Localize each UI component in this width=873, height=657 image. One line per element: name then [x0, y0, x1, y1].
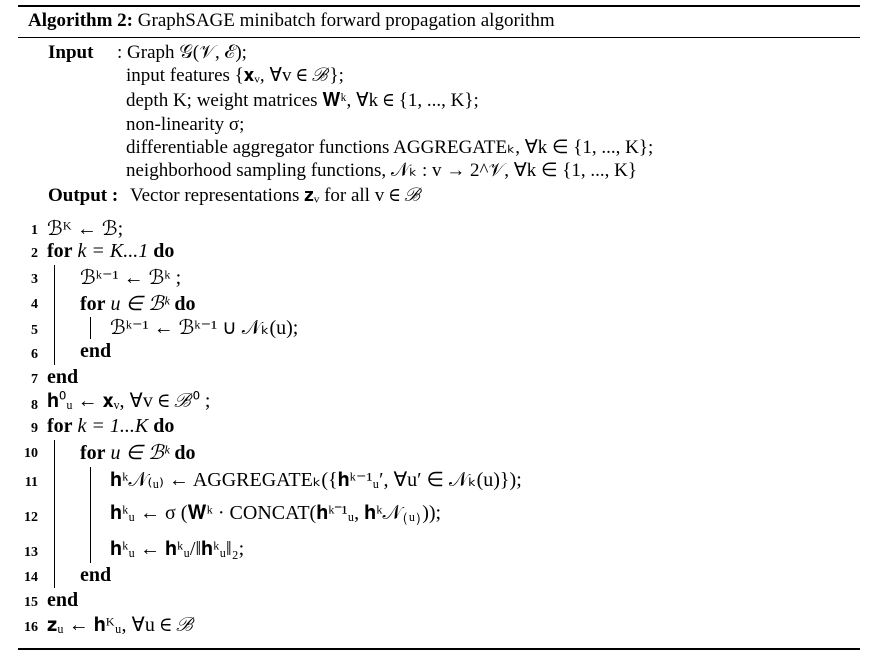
- loop-range: k = K...1: [77, 240, 149, 262]
- line-number: 5: [31, 323, 38, 338]
- line-number: 12: [24, 510, 38, 525]
- line-number: 4: [31, 297, 38, 312]
- line-number: 7: [31, 372, 38, 387]
- input-line-1: : Graph 𝒢(𝒱, ℰ);: [117, 42, 247, 63]
- line-number: 16: [24, 620, 38, 635]
- line-number: 9: [31, 421, 38, 436]
- line-number: 3: [31, 272, 38, 287]
- top-rule: [18, 5, 860, 7]
- block-bar: [90, 317, 91, 339]
- code-line: [47, 366, 78, 389]
- keyword-for: for: [47, 415, 73, 437]
- loop-range: u ∈ ℬᵏ: [110, 293, 170, 315]
- code-line: [47, 415, 174, 438]
- line-number: 1: [31, 223, 38, 238]
- algorithm-box: [18, 5, 860, 650]
- code-line: ℬᴷ ← ℬ;: [47, 218, 124, 240]
- code-line: [47, 589, 78, 612]
- keyword-for: for: [47, 240, 73, 262]
- keyword-for: for: [80, 293, 106, 315]
- loop-range: k = 1...K: [77, 415, 149, 437]
- output-text: Vector representations 𝐳ᵥ for all v ∈ ℬ: [130, 185, 423, 206]
- code-line: 𝐡ᵏᵤ ← 𝐡ᵏᵤ/‖𝐡ᵏᵤ‖₂;: [110, 538, 245, 560]
- input-line-5: differentiable aggregator functions AGGREGATEₖ, ∀k ∈ {1, ..., K};: [126, 137, 654, 158]
- code-line: [47, 240, 174, 263]
- input-label: Input: [48, 42, 94, 63]
- algorithm-label: Algorithm 2:: [28, 10, 134, 31]
- input-line-6: neighborhood sampling functions, 𝒩ₖ : v → 2^𝒱, ∀k ∈ {1, ..., K}: [126, 160, 637, 181]
- code-line: 𝐳ᵤ ← 𝐡ᴷᵤ, ∀u ∈ ℬ: [47, 614, 195, 636]
- code-line: [80, 440, 195, 465]
- keyword-do: do: [174, 293, 196, 315]
- code-line: ℬᵏ⁻¹ ← ℬᵏ⁻¹ ∪ 𝒩ₖ(u);: [110, 317, 299, 339]
- keyword-end: end: [80, 340, 112, 362]
- keyword-do: do: [153, 415, 175, 437]
- line-number: 2: [31, 246, 38, 261]
- code-line: ℬᵏ⁻¹ ← ℬᵏ ;: [80, 267, 182, 289]
- block-bar: [54, 440, 55, 588]
- line-number: 14: [24, 570, 38, 585]
- code-line: 𝐡ᵏ𝒩₍ᵤ₎ ← AGGREGATEₖ({𝐡ᵏ⁻¹ᵤ′, ∀u′ ∈ 𝒩ₖ(u)});: [110, 469, 522, 491]
- keyword-end: end: [80, 564, 112, 586]
- input-line-2: input features {𝐱ᵥ, ∀v ∈ ℬ};: [126, 65, 344, 86]
- algorithm-title-text: GraphSAGE minibatch forward propagation algorithm: [137, 10, 555, 31]
- title-rule: [18, 37, 860, 38]
- line-number: 10: [24, 446, 38, 461]
- line-number: 6: [31, 347, 38, 362]
- line-number: 11: [24, 475, 38, 490]
- block-bar: [54, 265, 55, 365]
- code-line: [80, 564, 111, 587]
- bottom-rule: [18, 648, 860, 650]
- output-label: Output :: [48, 185, 119, 206]
- keyword-end: end: [47, 366, 79, 388]
- block-bar: [90, 467, 91, 563]
- code-line: 𝐡ᵏᵤ ← σ (𝐖ᵏ · CONCAT(𝐡ᵏ⁻¹ᵤ, 𝐡ᵏ𝒩₍ᵤ₎));: [110, 502, 442, 524]
- input-line-3: depth K; weight matrices 𝐖ᵏ, ∀k ∈ {1, ..., K};: [126, 90, 479, 111]
- line-number: 8: [31, 398, 38, 413]
- loop-range: u ∈ ℬᵏ: [110, 442, 170, 464]
- keyword-for: for: [80, 442, 106, 464]
- code-line: [80, 291, 195, 316]
- code-line: 𝐡⁰ᵤ ← 𝐱ᵥ, ∀v ∈ ℬ⁰ ;: [47, 390, 211, 412]
- keyword-do: do: [174, 442, 196, 464]
- keyword-do: do: [153, 240, 175, 262]
- line-number: 13: [24, 545, 38, 560]
- input-line-4: non-linearity σ;: [126, 114, 245, 135]
- algorithm-title: [28, 10, 555, 32]
- code-line: [80, 340, 111, 363]
- keyword-end: end: [47, 589, 79, 611]
- line-number: 15: [24, 595, 38, 610]
